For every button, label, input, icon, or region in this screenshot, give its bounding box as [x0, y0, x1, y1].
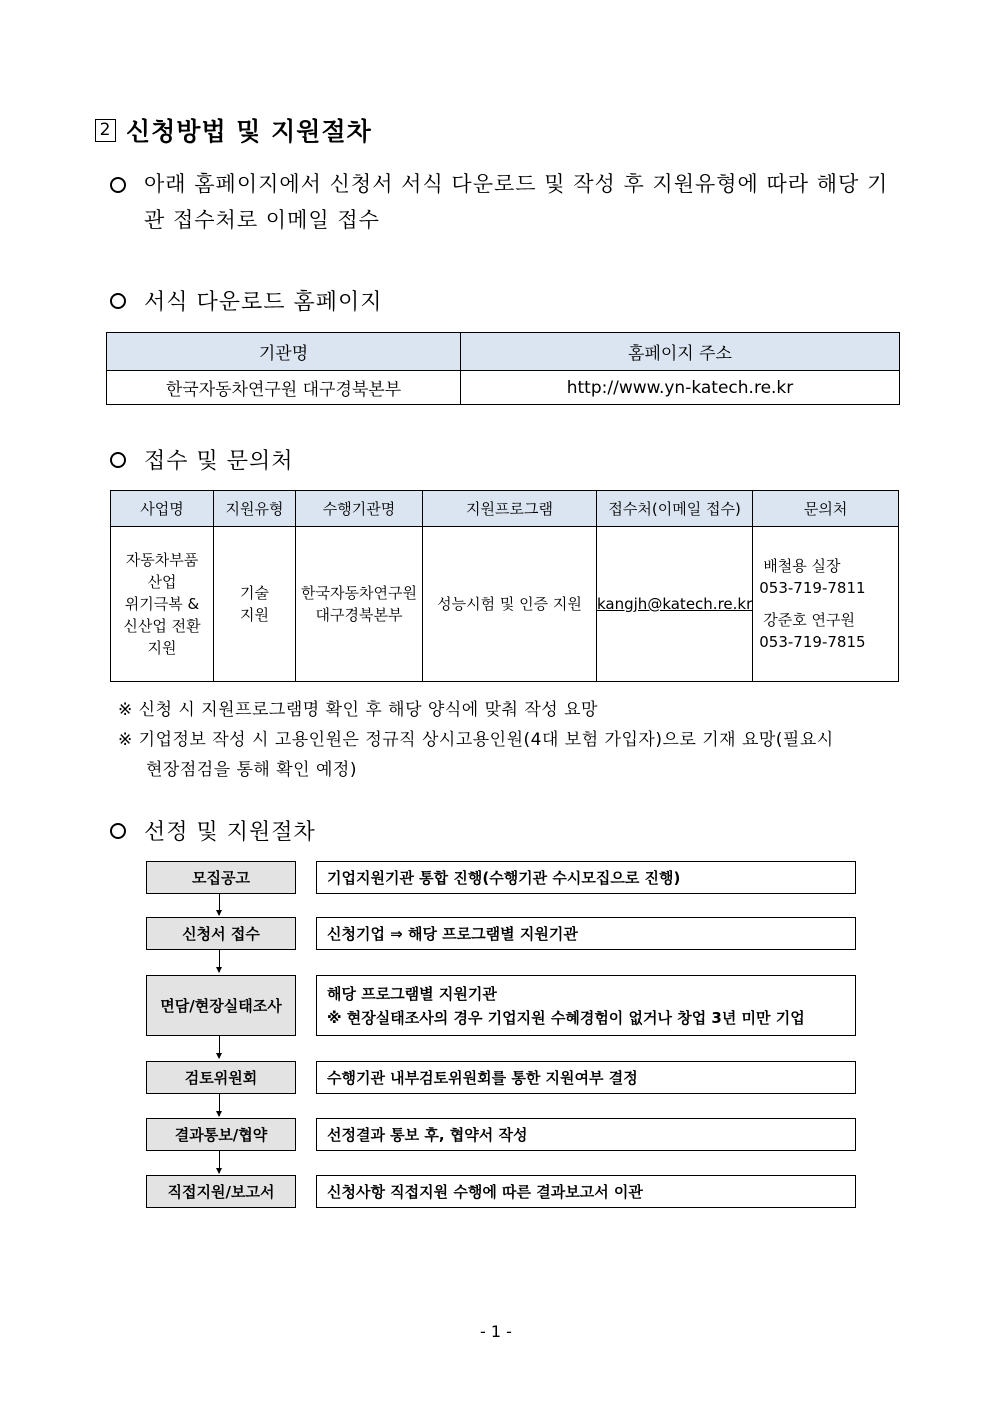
- step-desc-text: 수행기관 내부검토위원회를 통한 지원여부 결정: [327, 1068, 638, 1087]
- person-phone: 053-719-7811: [759, 579, 866, 597]
- type-line: 기술: [240, 584, 269, 602]
- section-title: [95, 112, 372, 148]
- email-link[interactable]: kangjh@katech.re.kr: [597, 595, 753, 613]
- page-number: - 1 -: [480, 1322, 512, 1341]
- down-arrow-icon: [219, 1151, 220, 1173]
- section-number: 2: [95, 119, 116, 142]
- person-name: 강준호 연구원: [763, 611, 855, 629]
- table-header: 지원유형: [214, 491, 296, 527]
- business-line: 자동차부품: [125, 551, 199, 569]
- section-title-text: 신청방법 및 지원절차: [126, 117, 372, 146]
- table-header: 사업명: [111, 491, 214, 527]
- down-arrow-icon: [219, 1094, 220, 1116]
- step-box: 모집공고: [146, 861, 296, 894]
- table-header: 수행기관명: [296, 491, 423, 527]
- step-desc: [316, 1118, 856, 1151]
- homepage-link[interactable]: http://www.yn-katech.re.kr: [461, 371, 900, 405]
- download-heading-text: 서식 다운로드 홈페이지: [144, 290, 383, 315]
- contact-heading: [110, 444, 294, 475]
- step-box: 면담/현장실태조사: [146, 975, 296, 1036]
- step-box: 결과통보/협약: [146, 1118, 296, 1151]
- notes: [118, 695, 903, 785]
- procedure-heading: [110, 815, 316, 846]
- email-cell: [597, 527, 753, 682]
- agency-line: 한국자동차연구원: [301, 584, 417, 602]
- down-arrow-icon: [219, 1036, 220, 1058]
- intro-bullet: [110, 166, 905, 238]
- note-line: ※ 신청 시 지원프로그램명 확인 후 해당 양식에 맞춰 작성 요망: [118, 700, 598, 720]
- step-desc: [316, 1175, 856, 1208]
- circle-bullet-icon: [110, 823, 126, 839]
- person-name: 배철용 실장: [763, 557, 841, 575]
- table-header: 접수처(이메일 접수): [597, 491, 753, 527]
- procedure-heading-text: 선정 및 지원절차: [144, 820, 316, 845]
- table-header: 기관명: [107, 333, 461, 371]
- step-box: 신청서 접수: [146, 917, 296, 950]
- business-line: 위기극복 &: [124, 595, 200, 613]
- circle-bullet-icon: [110, 177, 126, 193]
- step-desc-text: 신청사항 직접지원 수행에 따른 결과보고서 이관: [327, 1182, 643, 1201]
- business-line: 지원: [147, 639, 177, 657]
- step-desc-text: 기업지원기관 통합 진행(수행기관 수시모집으로 진행): [327, 868, 681, 887]
- note-line: 현장점검을 통해 확인 예정): [146, 760, 357, 780]
- step-desc: [316, 917, 856, 950]
- inquiry-cell: [753, 527, 899, 682]
- table-header: 홈페이지 주소: [461, 333, 900, 371]
- step-desc-text: 해당 프로그램별 지원기관: [327, 984, 497, 1003]
- step-box: 검토위원회: [146, 1061, 296, 1094]
- business-line: 신산업 전환: [123, 617, 201, 635]
- contact-table: [110, 490, 899, 682]
- download-table: [106, 332, 900, 405]
- table-header: 지원프로그램: [423, 491, 597, 527]
- down-arrow-icon: [219, 950, 220, 972]
- table-cell: 한국자동차연구원 대구경북본부: [107, 371, 461, 405]
- table-header: 문의처: [753, 491, 899, 527]
- note-line: ※ 기업정보 작성 시 고용인원은 정규직 상시고용인원(4대 보험 가입자)으로 기재 요망(필요시: [118, 730, 834, 750]
- intro-text: 아래 홈페이지에서 신청서 서식 다운로드 및 작성 후 지원유형에 따라 해당 기관 접수처로 이메일 접수: [144, 172, 889, 232]
- contact-heading-text: 접수 및 문의처: [144, 449, 294, 474]
- program-cell: 성능시험 및 인증 지원: [423, 527, 597, 682]
- step-desc-text: ※ 현장실태조사의 경우 기업지원 수혜경험이 없거나 창업 3년 미만 기업: [327, 1008, 805, 1027]
- agency-cell: [296, 527, 423, 682]
- step-desc: [316, 1061, 856, 1094]
- circle-bullet-icon: [110, 452, 126, 468]
- type-line: 지원: [240, 606, 269, 624]
- person-phone: 053-719-7815: [759, 633, 866, 651]
- agency-line: 대구경북본부: [315, 606, 403, 624]
- circle-bullet-icon: [110, 293, 126, 309]
- business-name-cell: [111, 527, 214, 682]
- business-line: 산업: [147, 573, 177, 591]
- step-desc-text: 신청기업 ⇒ 해당 프로그램별 지원기관: [327, 924, 578, 943]
- step-desc-text: 선정결과 통보 후, 협약서 작성: [327, 1125, 528, 1144]
- step-desc: [316, 861, 856, 894]
- step-box: 직접지원/보고서: [146, 1175, 296, 1208]
- support-type-cell: [214, 527, 296, 682]
- step-desc: [316, 975, 856, 1036]
- download-heading: [110, 285, 383, 316]
- down-arrow-icon: [219, 894, 220, 915]
